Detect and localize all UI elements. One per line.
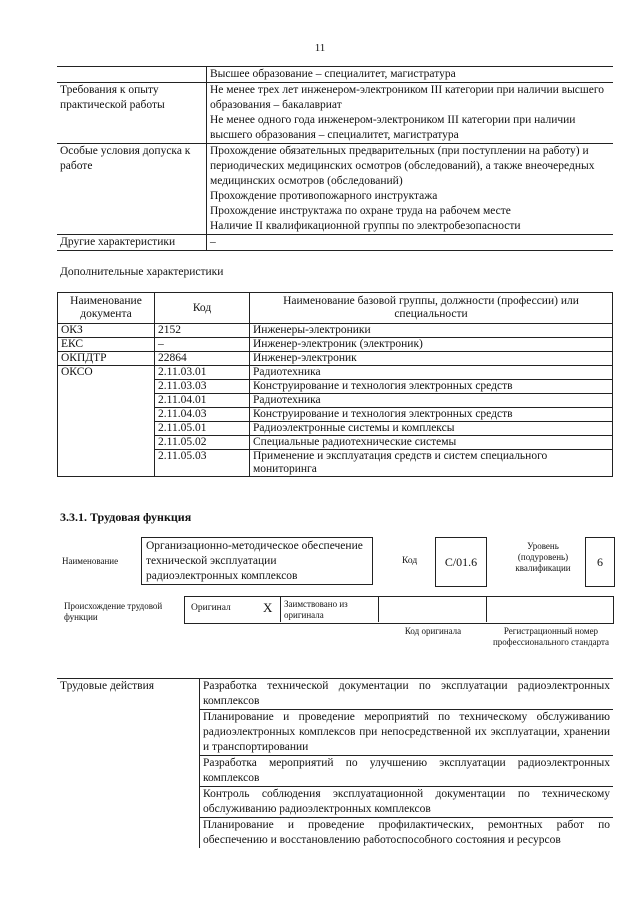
text-line: – bbox=[210, 236, 216, 248]
additional-heading: Дополнительные характеристики bbox=[60, 266, 224, 278]
text-line: Наличие II квалификационной группы по электробезопасности bbox=[210, 220, 521, 232]
borrowed-label: Заимствовано из оригинала bbox=[284, 599, 348, 620]
cell-name: Конструирование и технология электронных средств bbox=[250, 408, 613, 422]
header-code: Код bbox=[155, 293, 250, 324]
action-item: Планирование и проведение мероприятий по техническому обслуживанию радиоэлектронных комплексов при непосредственной их эксплуатации, хранении и транспортировании bbox=[200, 710, 614, 756]
code-original-label: Код оригинала bbox=[404, 626, 462, 636]
row-text bbox=[207, 67, 614, 83]
original-label: Оригинал bbox=[191, 603, 231, 613]
cell-doc: ОКЗ bbox=[58, 324, 155, 338]
cell-name: Конструирование и технология электронных средств bbox=[250, 380, 613, 394]
row-text bbox=[207, 235, 614, 251]
actions-table bbox=[57, 678, 613, 848]
cell-name: Инженер-электроник bbox=[250, 352, 613, 366]
text-line: Прохождение инструктажа по охране труда на рабочем месте bbox=[210, 205, 511, 217]
table-row bbox=[58, 338, 613, 352]
table-row bbox=[57, 235, 613, 251]
table-row bbox=[58, 352, 613, 366]
cell-code: 22864 bbox=[155, 352, 250, 366]
row-label bbox=[57, 67, 207, 83]
cell-name: Радиотехника bbox=[250, 394, 613, 408]
original-mark: X bbox=[263, 600, 273, 615]
cell-code: 2.11.05.02 bbox=[155, 436, 250, 450]
table-row bbox=[57, 67, 613, 83]
table-row bbox=[57, 83, 613, 144]
text-line: Прохождение противопожарного инструктажа bbox=[210, 190, 438, 202]
action-item: Планирование и проведение профилактических, ремонтных работ по обеспечению и восстановлению работоспособного состояния и ресурсов bbox=[200, 818, 614, 849]
code-label: Код bbox=[402, 556, 418, 566]
name-label: Наименование bbox=[62, 556, 119, 566]
divider bbox=[378, 596, 379, 622]
level-value: 6 bbox=[585, 537, 615, 587]
reg-number-label: Регистрационный номер профессионального стандарта bbox=[492, 626, 610, 647]
cell-code: 2.11.04.01 bbox=[155, 394, 250, 408]
cell-name: Специальные радиотехнические системы bbox=[250, 436, 613, 450]
cell-name: Радиоэлектронные системы и комплексы bbox=[250, 422, 613, 436]
row-text bbox=[207, 144, 614, 235]
additional-table bbox=[57, 292, 613, 477]
function-code-value: C/01.6 bbox=[435, 537, 487, 587]
table-row bbox=[57, 144, 613, 235]
cell-name: Радиотехника bbox=[250, 366, 613, 380]
action-item: Контроль соблюдения эксплуатационной документации по техническому обслуживанию радиоэлектронных комплексов bbox=[200, 787, 614, 818]
cell-code: 2.11.03.03 bbox=[155, 380, 250, 394]
cell-code: 2.11.05.03 bbox=[155, 450, 250, 477]
cell-name: Инженер-электроник (электроник) bbox=[250, 338, 613, 352]
row-label: Требования к опыту практической работы bbox=[57, 83, 207, 144]
cell-code: 2.11.05.01 bbox=[155, 422, 250, 436]
cell-doc: ОКСО bbox=[58, 366, 155, 477]
page-number: 11 bbox=[314, 42, 326, 54]
function-name-value: Организационно-методическое обеспечение технической эксплуатации радиоэлектронных комплексов bbox=[141, 537, 373, 585]
actions-label: Трудовые действия bbox=[57, 679, 200, 849]
text-line: Не менее трех лет инженером-электроником III категории при наличии высшего образования – бакалавриат bbox=[210, 84, 605, 111]
text-line: Прохождение обязательных предварительных (при поступлении на работу) и периодических медицинских осмотров (обследований), а также внеочередных медицинских осмотров (обследований) bbox=[210, 145, 595, 187]
requirements-table bbox=[57, 66, 613, 251]
text-line: Высшее образование – специалитет, магистратура bbox=[210, 68, 456, 80]
row-label: Другие характеристики bbox=[57, 235, 207, 251]
row-label: Особые условия допуска к работе bbox=[57, 144, 207, 235]
divider bbox=[486, 596, 487, 622]
cell-doc: ОКПДТР bbox=[58, 352, 155, 366]
section-title: 3.3.1. Трудовая функция bbox=[60, 510, 192, 524]
action-item: Разработка мероприятий по улучшению эксплуатации радиоэлектронных комплексов bbox=[200, 756, 614, 787]
table-row bbox=[58, 324, 613, 338]
level-label: Уровень (подуровень) квалификации bbox=[515, 541, 571, 573]
action-item: Разработка технической документации по эксплуатации радиоэлектронных комплексов bbox=[200, 679, 614, 710]
cell-code: 2152 bbox=[155, 324, 250, 338]
divider bbox=[280, 596, 281, 622]
cell-doc: ЕКС bbox=[58, 338, 155, 352]
table-header-row bbox=[58, 293, 613, 324]
header-doc: Наименование документа bbox=[58, 293, 155, 324]
text-line: Не менее одного года инженером-электроником III категории при наличии высшего образования – специалитет, магистратура bbox=[210, 114, 576, 141]
row-text bbox=[207, 83, 614, 144]
origin-box bbox=[184, 596, 614, 624]
header-name: Наименование базовой группы, должности (профессии) или специальности bbox=[250, 293, 613, 324]
cell-code: 2.11.04.03 bbox=[155, 408, 250, 422]
cell-name: Применение и эксплуатация средств и систем специального мониторинга bbox=[250, 450, 613, 477]
cell-name: Инженеры-электроники bbox=[250, 324, 613, 338]
origin-label: Происхождение трудовой функции bbox=[64, 601, 163, 622]
cell-code: 2.11.03.01 bbox=[155, 366, 250, 380]
table-row bbox=[57, 679, 613, 710]
table-row bbox=[58, 366, 613, 380]
cell-code: – bbox=[155, 338, 250, 352]
